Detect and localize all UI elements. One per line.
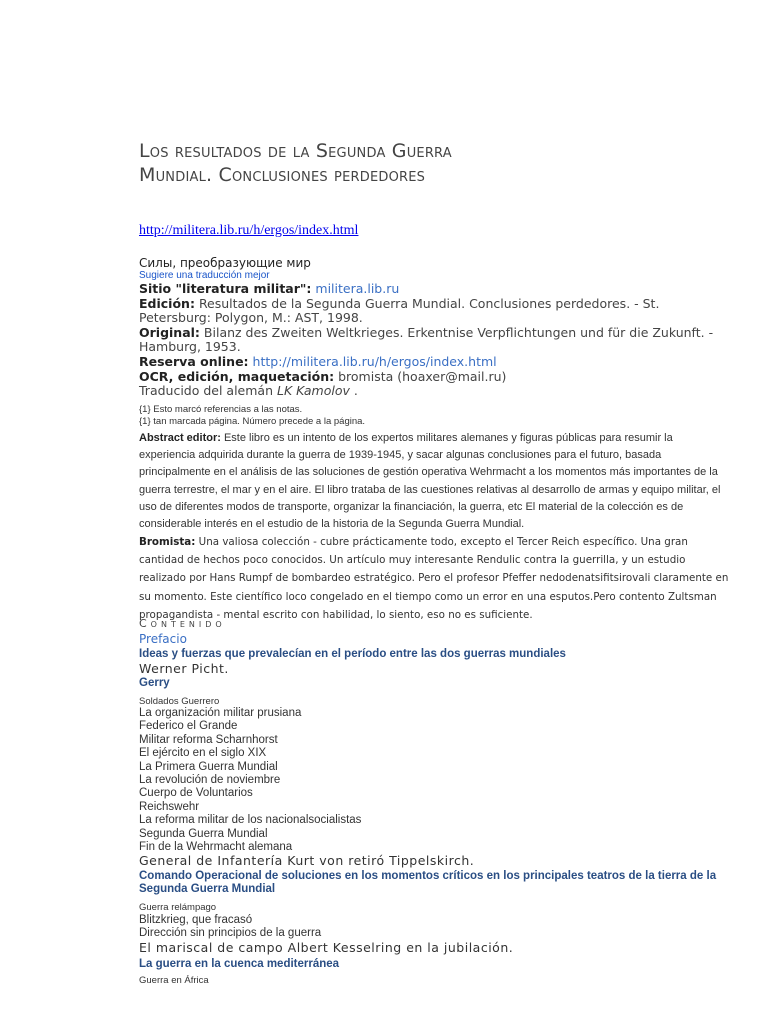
list-item: Federico el Grande [139, 720, 238, 733]
list-item: La reforma militar de los nacionalsocialistas [139, 814, 362, 827]
list-item: La organización militar prusiana [139, 707, 302, 719]
abstract-paragraph [139, 430, 729, 533]
contents-heading: Contenido [139, 617, 226, 630]
list-item: Blitzkrieg, que fracasó [139, 914, 253, 926]
bromista-text: Una valiosa colección - cubre prácticamente todo, excepto el Tercer Reich específico. Una gran cantidad de hechos poco conocidos. Un artículo muy interesante Rendulic contra la guerrilla, y un estudio realizado por Hans Rumpf de bombardeo estratégico. Pero el profesor Pfeffer nedodenatsifitsirovali claramente en su momento. Este científico loco congelado en el tiempo como un error en una esputos.Pero contento Zultsman propagandista - mental escrito con habilidad, lo siento, eso no es suficiente. [139, 536, 729, 621]
list-item: El ejército en el siglo XIX [139, 747, 267, 760]
original-value: Bilanz des Zweiten Weltkrieges. Erkentnise Verpflichtungen und für die Zukunft. - Hamburg, 1953. [139, 324, 714, 355]
bromista-label: Bromista: [139, 536, 196, 548]
list-item: Fin de la Wehrmacht alemana [139, 841, 293, 854]
source-link[interactable]: http://militera.lib.ru/h/ergos/index.html [139, 223, 359, 238]
title-line-2: Mundial. Conclusiones perdedores [139, 164, 426, 186]
list-item: La revolución de noviembre [139, 774, 281, 787]
site-label: Sitio "literatura militar": [139, 281, 312, 296]
toc-list-2 [139, 914, 729, 941]
toc-author-3: El mariscal de campo Albert Kesselring en la jubilación. [139, 940, 514, 955]
toc-guerra-relampago: Guerra relámpago [139, 902, 217, 913]
reserve-label: Reserva online: [139, 353, 249, 369]
notes-block [139, 404, 729, 428]
edition-value: Resultados de la Segunda Guerra Mundial. Conclusiones perdedores. - St. Petersburg: Polygon, M.: AST, 1998. [139, 295, 660, 326]
publication-metadata [139, 282, 729, 399]
edition-label: Edición: [139, 295, 195, 311]
list-item: Cuerpo de Voluntarios [139, 787, 253, 800]
toc-author-2: General de Infantería Kurt von retiró Tippelskirch. [139, 853, 475, 868]
list-item: Reichswehr [139, 800, 200, 813]
document-title [139, 139, 739, 187]
abstract-label: Abstract editor: [139, 432, 221, 444]
abstract-text: Este libro es un intento de los expertos militares alemanes y figuras públicas para resumir la experiencia adquirida durante la guerra de 1939-1945, y sacar algunas conclusiones para el futuro, basada principalmente en el análisis de las soluciones de gestión operativa Wehrmacht a los momentos más importantes de la guerra terrestre, el mar y en el aire. El libro trataba de las cuestiones relativas al desarrollo de armas y equipo militar, el uso de diferentes modos de transporte, organizar la financiación, la guerra, etc El material de la colección es de considerable interés en el estudio de la historia de la Segunda Guerra Mundial. [139, 432, 721, 531]
list-item: La Primera Guerra Mundial [139, 760, 278, 773]
reserve-link[interactable]: http://militera.lib.ru/h/ergos/index.html [252, 353, 497, 369]
translator-name: LK Kamolov [277, 383, 350, 399]
toc-guerra-africa: Guerra en África [139, 975, 209, 986]
translated-suffix: . [353, 383, 358, 399]
list-item: Militar reforma Scharnhorst [139, 733, 278, 746]
toc-soldados: Soldados Guerrero [139, 696, 220, 707]
russian-original-text: Силы, преобразующие мир [139, 256, 311, 270]
toc-section-3[interactable]: La guerra en la cuenca mediterránea [139, 958, 340, 970]
toc-prefacio-link[interactable]: Prefacio [139, 632, 187, 646]
site-link[interactable]: militera.lib.ru [315, 281, 400, 296]
note-2: {1} tan marcada página. Número precede a la página. [139, 416, 366, 427]
toc-section-1[interactable]: Ideas y fuerzas que prevalecían en el período entre las dos guerras mundiales [139, 648, 566, 660]
translated-prefix: Traducido del alemán [139, 383, 274, 399]
list-item: Dirección sin principios de la guerra [139, 927, 322, 940]
bromista-paragraph [139, 533, 729, 624]
toc-gerry[interactable]: Gerry [139, 677, 170, 689]
note-1: {1} Esto marcó referencias a las notas. [139, 404, 303, 415]
toc-list-1 [139, 707, 729, 854]
toc-section-2[interactable]: Comando Operacional de soluciones en los momentos críticos en los principales teatros de la tierra de la Segunda Guerra Mundial [139, 870, 717, 895]
toc-author-1: Werner Picht. [139, 661, 229, 676]
ocr-label: OCR, edición, maquetación: [139, 368, 335, 384]
ocr-value: bromista (hoaxer@mail.ru) [338, 368, 507, 384]
title-line-1: Los resultados de la Segunda Guerra [139, 140, 452, 162]
list-item: Segunda Guerra Mundial [139, 827, 268, 840]
original-label: Original: [139, 324, 200, 340]
suggest-translation-link[interactable]: Sugiere una traducción mejor [139, 270, 270, 281]
